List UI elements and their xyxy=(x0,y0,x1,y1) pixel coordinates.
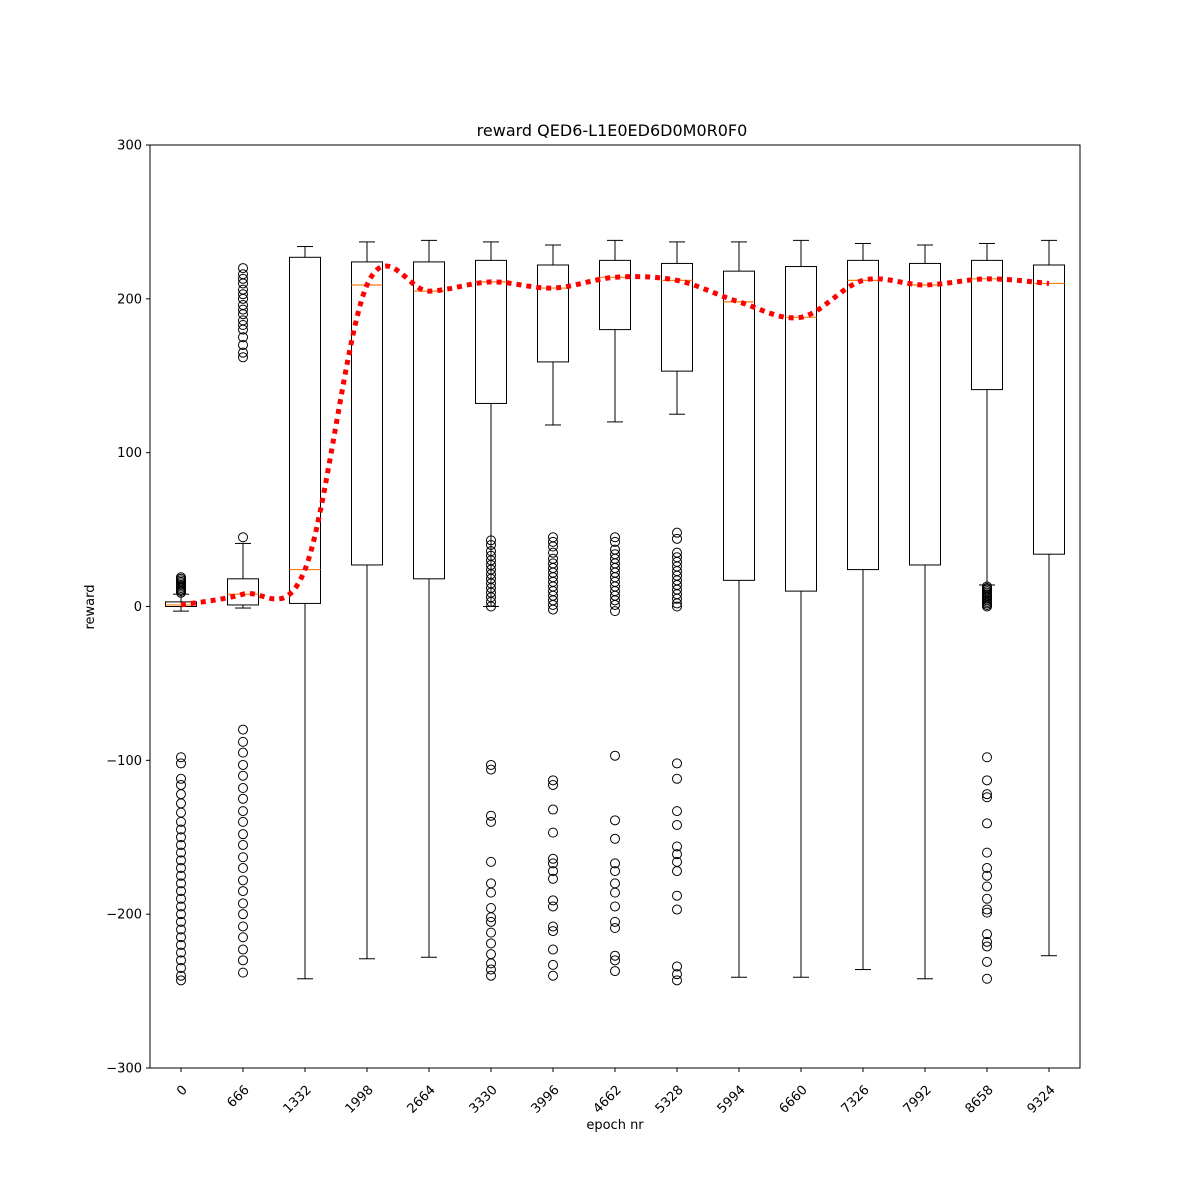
outlier-point xyxy=(983,753,992,762)
outlier-point xyxy=(239,771,248,780)
box-iqr xyxy=(848,260,879,569)
outlier-point xyxy=(487,857,496,866)
box-epoch-1332 xyxy=(290,247,321,979)
outlier-point xyxy=(611,902,620,911)
outlier-point xyxy=(549,902,558,911)
outlier-point xyxy=(673,774,682,783)
outlier-point xyxy=(549,828,558,837)
outlier-point xyxy=(983,957,992,966)
x-tick-label: 4662 xyxy=(590,1082,625,1117)
outlier-point xyxy=(611,834,620,843)
box-epoch-0 xyxy=(166,573,197,985)
x-tick-label: 1998 xyxy=(342,1082,377,1117)
outlier-point xyxy=(983,894,992,903)
outlier-point xyxy=(239,864,248,873)
outlier-point xyxy=(673,891,682,900)
outlier-point xyxy=(177,759,186,768)
outlier-point xyxy=(983,848,992,857)
outlier-point xyxy=(177,808,186,817)
outlier-point xyxy=(549,945,558,954)
outlier-point xyxy=(239,807,248,816)
outlier-point xyxy=(983,776,992,785)
x-tick-label: 0 xyxy=(174,1082,191,1100)
outlier-point xyxy=(239,725,248,734)
outlier-point xyxy=(177,790,186,799)
x-tick-label: 3330 xyxy=(466,1082,501,1117)
y-axis-label: reward xyxy=(83,584,98,630)
outlier-point xyxy=(239,968,248,977)
box-iqr xyxy=(600,260,631,329)
plot-area xyxy=(166,240,1065,984)
outlier-point xyxy=(239,817,248,826)
box-epoch-4662 xyxy=(600,240,631,975)
outlier-point xyxy=(487,879,496,888)
y-axis xyxy=(106,139,150,1077)
outlier-point xyxy=(487,928,496,937)
box-epoch-666 xyxy=(228,264,259,978)
x-tick-label: 9324 xyxy=(1024,1082,1059,1117)
x-axis-label: epoch nr xyxy=(586,1118,644,1133)
outlier-point xyxy=(239,533,248,542)
x-tick-label: 5328 xyxy=(652,1082,687,1117)
box-epoch-8658 xyxy=(972,243,1003,983)
y-tick-label: 300 xyxy=(117,138,142,154)
outlier-point xyxy=(673,759,682,768)
box-epoch-5994 xyxy=(724,242,755,977)
outlier-point xyxy=(549,971,558,980)
outlier-point xyxy=(487,817,496,826)
x-tick-label: 7326 xyxy=(838,1082,873,1117)
box-iqr xyxy=(290,257,321,603)
outlier-point xyxy=(239,748,248,757)
outlier-point xyxy=(487,888,496,897)
outlier-point xyxy=(239,264,248,273)
outlier-point xyxy=(983,974,992,983)
box-iqr xyxy=(910,263,941,565)
outlier-point xyxy=(673,867,682,876)
outlier-point xyxy=(239,794,248,803)
outlier-point xyxy=(239,910,248,919)
outlier-point xyxy=(239,899,248,908)
outlier-point xyxy=(239,933,248,942)
x-tick-label: 666 xyxy=(224,1082,253,1111)
outlier-point xyxy=(673,528,682,537)
box-epoch-7992 xyxy=(910,245,941,979)
outlier-point xyxy=(487,950,496,959)
y-tick-label: −300 xyxy=(106,1061,142,1077)
outlier-point xyxy=(177,780,186,789)
box-epoch-3996 xyxy=(538,245,569,980)
x-tick-label: 6660 xyxy=(776,1082,811,1117)
outlier-point xyxy=(239,830,248,839)
outlier-point xyxy=(487,939,496,948)
outlier-point xyxy=(983,819,992,828)
x-tick-label: 3996 xyxy=(528,1082,563,1117)
chart-title: reward QED6-L1E0ED6D0M0R0F0 xyxy=(476,121,748,140)
outlier-point xyxy=(549,960,558,969)
y-tick-label: 100 xyxy=(117,446,142,462)
box-epoch-7326 xyxy=(848,243,879,969)
y-tick-label: 200 xyxy=(117,292,142,308)
x-tick-label: 1332 xyxy=(280,1082,315,1117)
outlier-point xyxy=(177,799,186,808)
x-tick-label: 5994 xyxy=(714,1082,749,1117)
outlier-point xyxy=(611,879,620,888)
outlier-point xyxy=(239,853,248,862)
outlier-point xyxy=(239,876,248,885)
outlier-point xyxy=(611,751,620,760)
y-tick-label: 0 xyxy=(133,600,142,615)
outlier-point xyxy=(239,784,248,793)
box-iqr xyxy=(538,265,569,362)
box-epoch-5328 xyxy=(662,242,693,985)
outlier-point xyxy=(611,888,620,897)
outlier-point xyxy=(487,904,496,913)
outlier-point xyxy=(611,816,620,825)
outlier-point xyxy=(239,737,248,746)
outlier-point xyxy=(239,922,248,931)
box-epoch-3330 xyxy=(476,242,507,980)
x-axis xyxy=(174,1068,1058,1117)
outlier-point xyxy=(239,887,248,896)
box-epoch-2664 xyxy=(414,240,445,957)
box-iqr xyxy=(1034,265,1065,554)
outlier-point xyxy=(673,976,682,985)
outlier-point xyxy=(239,945,248,954)
outlier-point xyxy=(239,956,248,965)
outlier-point xyxy=(239,760,248,769)
outlier-point xyxy=(239,840,248,849)
outlier-point xyxy=(673,905,682,914)
box-iqr xyxy=(414,262,445,579)
outlier-point xyxy=(611,967,620,976)
y-tick-label: −200 xyxy=(106,907,142,923)
box-iqr xyxy=(724,271,755,580)
box-epoch-6660 xyxy=(786,240,817,977)
box-epoch-9324 xyxy=(1034,240,1065,955)
outlier-point xyxy=(673,820,682,829)
outlier-point xyxy=(673,807,682,816)
outlier-point xyxy=(611,924,620,933)
outlier-point xyxy=(487,971,496,980)
box-epoch-1998 xyxy=(352,242,383,959)
box-iqr xyxy=(352,262,383,565)
x-tick-label: 7992 xyxy=(900,1082,935,1117)
outlier-point xyxy=(983,882,992,891)
outlier-point xyxy=(549,805,558,814)
x-tick-label: 2664 xyxy=(404,1082,439,1117)
y-tick-label: −100 xyxy=(106,753,142,769)
x-tick-label: 8658 xyxy=(962,1082,997,1117)
